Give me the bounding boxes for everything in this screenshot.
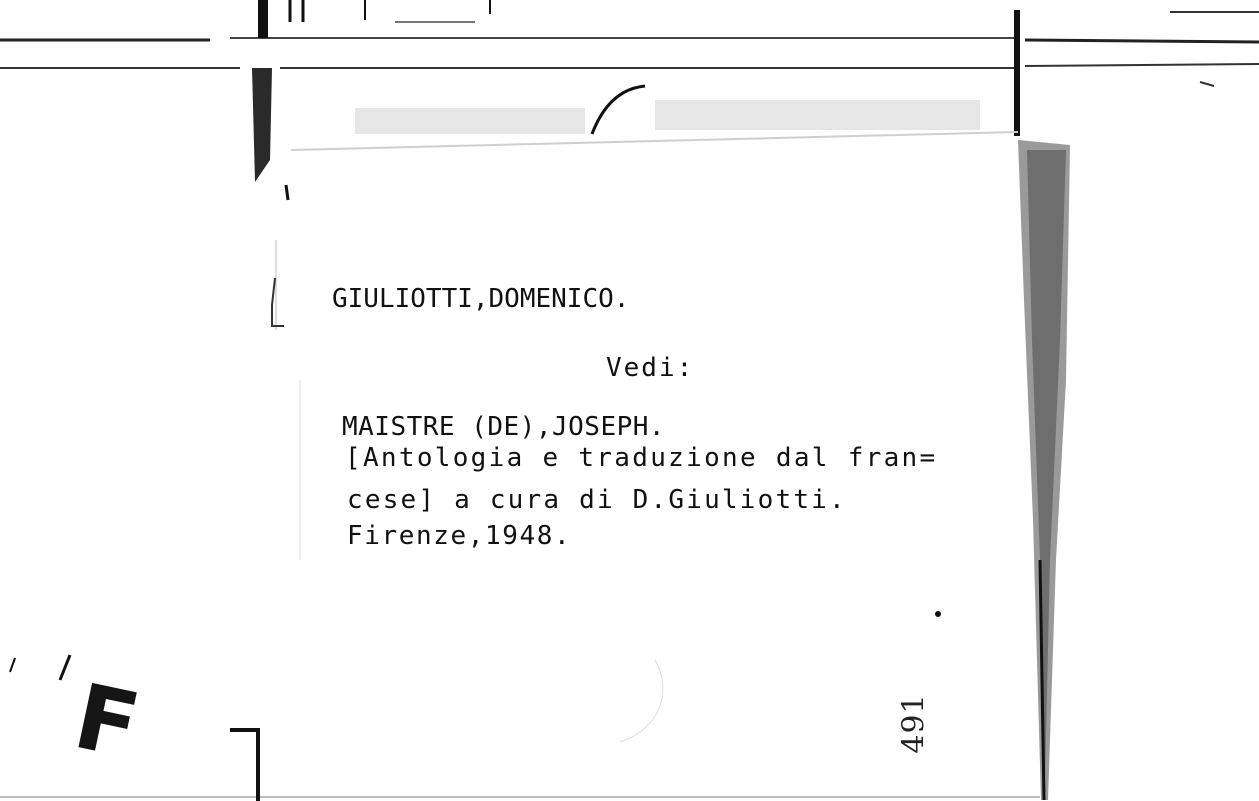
faded-top-printing bbox=[355, 86, 980, 134]
corner-letter-mark: F bbox=[65, 664, 148, 780]
entry-line-imprint: Firenze,1948. bbox=[347, 521, 572, 551]
entry-line-title: [Antologia e traduzione dal fran= bbox=[345, 443, 938, 473]
entry-line-editor: cese] a cura di D.Giuliotti. bbox=[347, 485, 847, 515]
card-number-stamp: 491 bbox=[896, 693, 932, 754]
top-frame-lines bbox=[0, 0, 1259, 68]
card-heading-name: GIULIOTTI,DOMENICO. bbox=[332, 284, 630, 314]
see-reference-label: Vedi: bbox=[606, 353, 695, 383]
right-spine-shadow bbox=[1018, 140, 1070, 800]
entry-line-author: MAISTRE (DE),JOSEPH. bbox=[342, 412, 666, 442]
